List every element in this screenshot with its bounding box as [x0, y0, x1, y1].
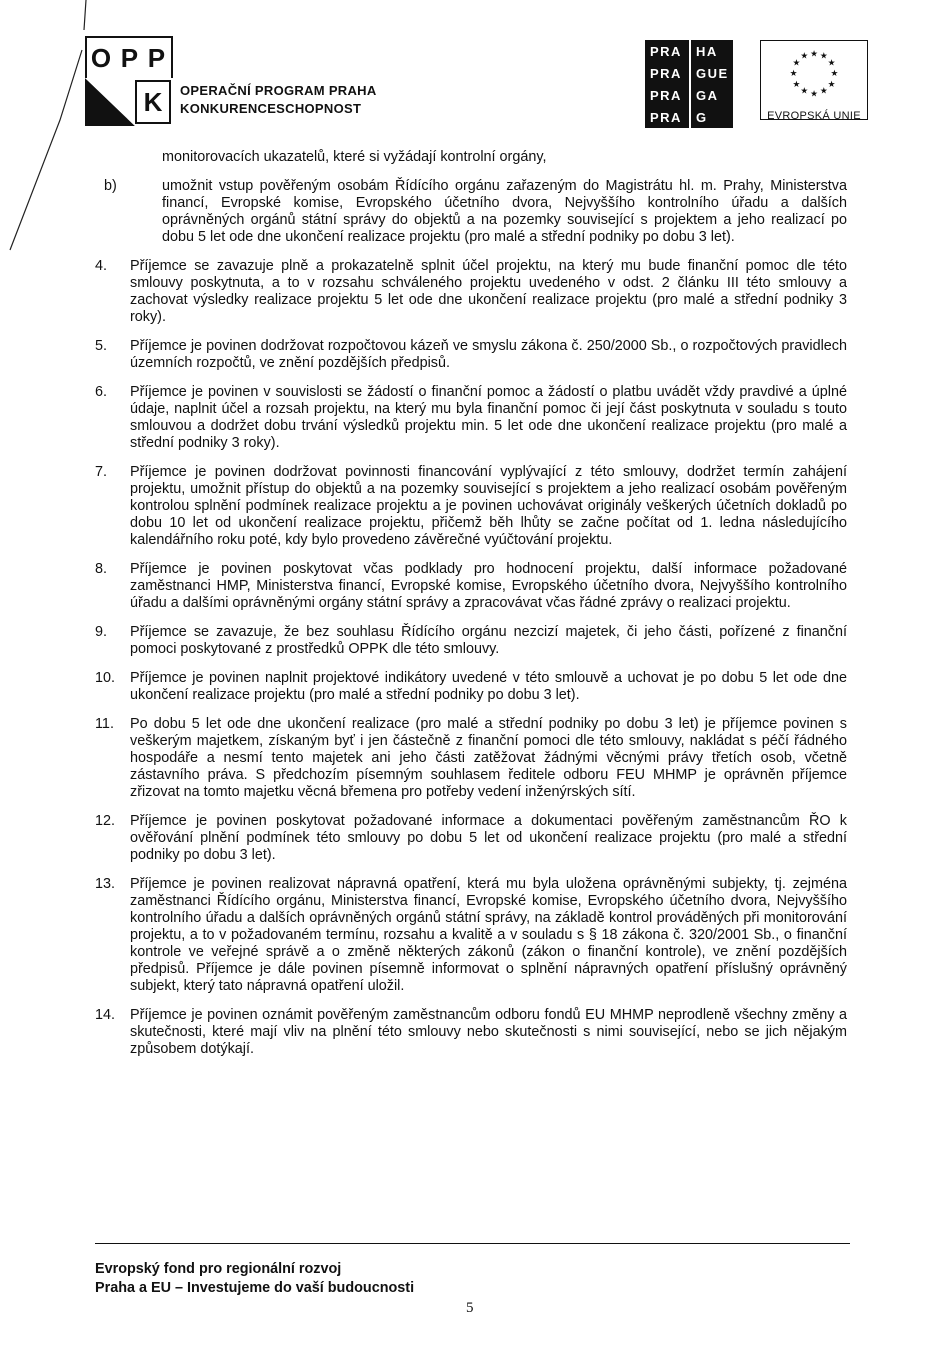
praha-logo-cell: PRA	[645, 84, 689, 106]
praha-logo-cell: PRA	[645, 106, 689, 128]
svg-text:★: ★	[827, 58, 836, 69]
subitem-b	[95, 178, 847, 246]
praha-logo-cell: G	[689, 106, 733, 128]
page-number: 5	[466, 1300, 474, 1316]
footer	[95, 1260, 414, 1298]
svg-text:★: ★	[830, 69, 839, 80]
opp-letter-p1: P	[120, 42, 141, 73]
footer-fund-name: Evropský fond pro regionální rozvoj	[95, 1261, 342, 1277]
item-number: 14.	[95, 1007, 116, 1023]
praha-logo-cell: GA	[689, 84, 733, 106]
item-number: 7.	[95, 464, 108, 480]
svg-text:★: ★	[819, 51, 828, 62]
opp-letter-p2: P	[147, 42, 168, 73]
program-name	[180, 82, 377, 118]
svg-text:★: ★	[810, 89, 818, 100]
svg-text:★: ★	[800, 51, 809, 62]
list-item	[95, 670, 847, 704]
item-number: 4.	[95, 258, 108, 274]
item-number: 6.	[95, 384, 108, 400]
list-item	[95, 561, 847, 612]
item-text: Příjemce se zavazuje, že bez souhlasu Řídícího orgánu nezcizí majetek, či jeho části, pořízené z finanční pomoci poskytované z prostředků OPPK dle této smlouvy.	[130, 624, 847, 657]
eu-label: EVROPSKÁ UNIE	[767, 110, 861, 122]
svg-text:★: ★	[827, 79, 836, 90]
item-text: Příjemce je povinen dodržovat povinnosti financování vyplývající z této smlouvy, dodržet termín zahájení projektu, umožnit přístup do objektů a na pozemky související s projektem a jeho realizací osobám pověřeným kontrolou splnění podmínek realizace projektu a je povinen uchovávat originály veškerých účetních dokladů po dobu 10 let od ukončení realizace projektu, přičemž běh lhůty se začne počítat od 1. ledna následujícího kalendářního roku poté, kdy bylo provedeno závěrečné vyúčtování projektu.	[130, 464, 847, 548]
praha-logo-cell: HA	[689, 40, 733, 62]
list-item	[95, 338, 847, 372]
item-number: 11.	[95, 716, 114, 732]
svg-text:★: ★	[789, 69, 798, 80]
svg-text:★: ★	[819, 86, 828, 97]
list-item	[95, 384, 847, 452]
eu-flag-icon	[760, 40, 868, 120]
list-item	[95, 813, 847, 864]
item-number: 10.	[95, 670, 116, 686]
svg-text:★: ★	[792, 79, 801, 90]
svg-text:★: ★	[792, 58, 801, 69]
contract-body	[95, 149, 847, 1070]
item-number: 13.	[95, 876, 116, 892]
program-name-line1: OPERAČNÍ PROGRAM PRAHA	[180, 83, 377, 98]
list-item	[95, 258, 847, 326]
list-item	[95, 1007, 847, 1058]
item-number: 12.	[95, 813, 116, 829]
svg-text:★: ★	[810, 49, 818, 60]
opp-logo-k: K	[135, 80, 171, 124]
item-number: 8.	[95, 561, 108, 577]
subitem-text: umožnit vstup pověřeným osobám Řídícího orgánu zařazeným do Magistrátu hl. m. Prahy, Ministerstva financí, Evropské komise, Evropského účetního dvora, Nejvyššího kontrolního úřadu a dalších oprávněných orgánů státní správy do objektů a na pozemky související s projektem a jeho realizací po dobu 5 let ode dne ukončení realizace projektu (pro malé a střední podniky po dobu 3 let).	[162, 178, 847, 245]
footer-divider	[95, 1243, 850, 1244]
program-name-line2: KONKURENCESCHOPNOST	[180, 101, 362, 116]
margin-pen-stroke	[0, 0, 90, 260]
item-text: Po dobu 5 let ode dne ukončení realizace (pro malé a střední podniky po dobu 3 let) je příjemce povinen s veškerým majetkem, získaným byť i jen částečně z finanční pomoci dle této smlouvy, nakládat s péčí řádného hospodáře a nesmí tento majetek ani jeho části zatěžovat žádnými věcnými právy třetích osob, včetně zástavního práva. S předchozím písemným souhlasem ředitele odboru FEU MHMP je oprávněn příjemce zřizovat na tomto majetku věcná břemena pro potřeby vedení inženýrských sítí.	[130, 716, 847, 800]
praha-logo-cell: PRA	[645, 40, 689, 62]
praha-logo-cell: PRA	[645, 62, 689, 84]
item-text: Příjemce je povinen realizovat nápravná opatření, která mu byla uložena oprávněnými subjekty, tj. zejména zaměstnanci Řídícího orgánu, Ministerstva financí, Evropské komise, Evropského účetního dvora, Nejvyššího kontrolního úřadu a dalších oprávněných orgánů státní správy, na základě kontrol prováděných při monitorování projektu, a to v požadovaném termínu, rozsahu a kvalitě a v souladu s § 18 zákona č. 320/2001 Sb., o finanční kontrole ve veřejné správě a o změně některých zákonů (zákon o finanční kontrole), ve znění pozdějších předpisů. Příjemce je dále povinen písemně informovat o splnění nápravných opatření příslušný oprávněný subjekt, který tato nápravná opatření uložil.	[130, 876, 847, 994]
item-text: Příjemce je povinen poskytovat včas podklady pro hodnocení projektu, další informace požadované zaměstnanci HMP, Ministerstva financí, Evropské komise, Evropského účetního dvora, Nejvyššího kontrolního úřadu a dalšími oprávněnými orgány státní správy a zpracovávat včas řádné zprávy o realizaci projektu.	[130, 561, 847, 611]
list-item	[95, 624, 847, 658]
item-number: 5.	[95, 338, 108, 354]
item-text: Příjemce je povinen poskytovat požadované informace a dokumentaci pověřeným zaměstnancům ŘO k ověřování plnění podmínek této smlouvy po dobu 5 let od ukončení realizace projektu (pro malé a střední podniky po dobu 3 let).	[130, 813, 847, 863]
svg-text:★: ★	[800, 86, 809, 97]
subitem-label: b)	[104, 178, 117, 194]
list-item	[95, 464, 847, 549]
item-text: Příjemce se zavazuje plně a prokazatelně splnit účel projektu, na který mu bude finanční pomoc dle této smlouvy poskytnuta, a to v rozsahu schváleného projektu uvedeného v odst. 2 článku III této smlouvy a zachovat výsledky realizace projektu 5 let ode dne ukončení realizace projektu (pro malé a střední podniky 3 roky).	[130, 258, 847, 325]
item-text: Příjemce je povinen v souvislosti se žádostí o finanční pomoc a žádostí o platbu uvádět vždy pravdivé a úplné údaje, naplnit účel a rozsah projektu, na který mu byla finanční pomoc či její část poskytnuta v souladu s touto smlouvou a dodržet dobu trvání výsledků projektu min. 5 let ode dne ukončení realizace projektu (pro malé a střední podniky 3 roky).	[130, 384, 847, 451]
item-text: Příjemce je povinen oznámit pověřeným zaměstnancům odboru fondů EU MHMP neprodleně všechny změny a skutečnosti, které mají vliv na plnění této smlouvy nebo skutečnosti s nimi související, nebo se jich nějakým způsobem dotýkají.	[130, 1007, 847, 1057]
item-text: Příjemce je povinen naplnit projektové indikátory uvedené v této smlouvě a uchovat je po dobu 5 let ode dne ukončení realizace projektu (pro malé a střední podniky po dobu 3 let).	[130, 670, 847, 703]
opp-logo-letters	[85, 36, 173, 78]
opp-logo-triangle-icon	[85, 78, 135, 126]
list-item	[95, 716, 847, 801]
praha-logo-cell: GUE	[689, 62, 733, 84]
list-item	[95, 876, 847, 995]
item-text: Příjemce je povinen dodržovat rozpočtovou kázeň ve smyslu zákona č. 250/2000 Sb., o rozpočtových pravidlech územních rozpočtů, ve znění pozdějších předpisů.	[130, 338, 847, 371]
footer-slogan: Praha a EU – Investujeme do vaší budoucnosti	[95, 1280, 415, 1296]
item-number: 9.	[95, 624, 108, 640]
praha-logo	[645, 40, 733, 128]
continuation-text: monitorovacích ukazatelů, které si vyžádají kontrolní orgány,	[162, 149, 547, 165]
opp-letter-o: O	[90, 42, 114, 73]
